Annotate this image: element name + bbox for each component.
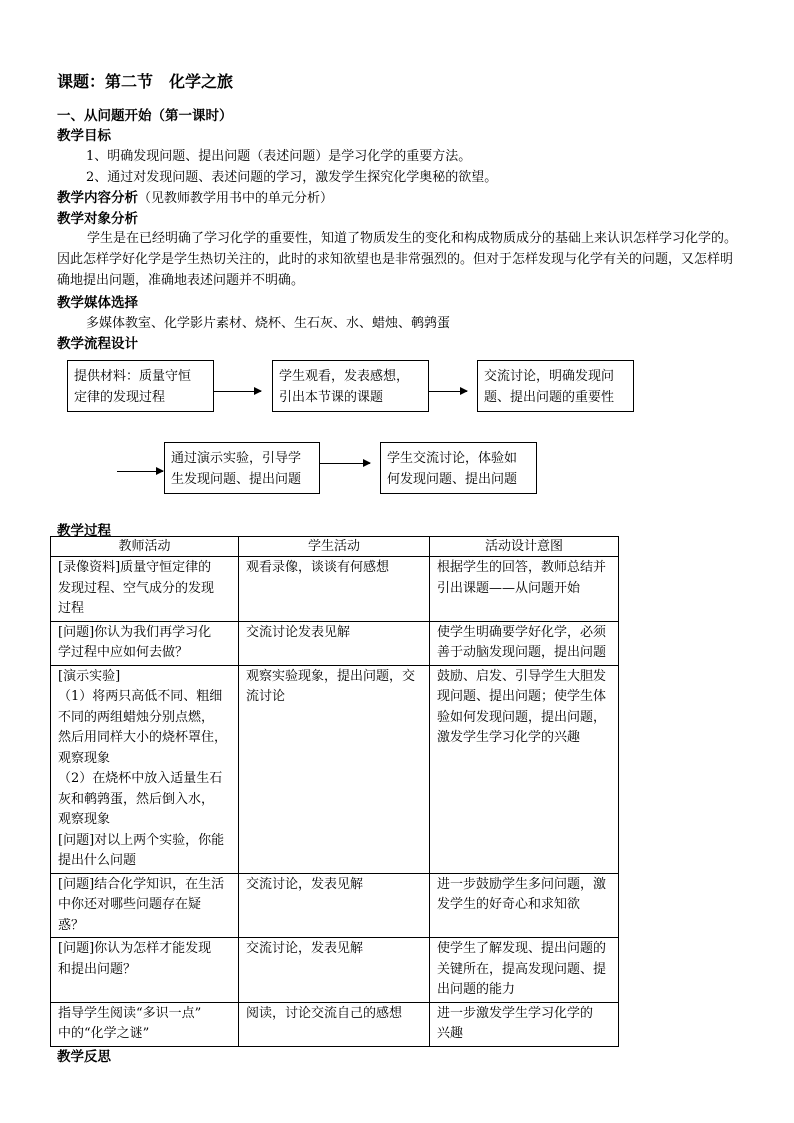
cell-line: 进一步鼓励学生多问问题，激 (437, 876, 607, 892)
section-heading: 一、从问题开始（第一课时） (57, 108, 233, 124)
teacher-activity-cell (51, 938, 239, 1003)
flow-box-2 (272, 360, 429, 412)
cell-line: 阅读，讨论交流自己的感想 (246, 1005, 403, 1021)
goal-item-2: 2、通过对发现问题、表述问题的学习，激发学生探究化学奥秘的欲望。 (86, 170, 498, 185)
column-header: 活动设计意图 (430, 537, 619, 557)
flow-box-4-line: 通过演示实验，引导学 (171, 451, 302, 466)
content-analysis (57, 186, 333, 206)
cell-line: （2）在烧杯中放入适量生石 (58, 771, 223, 786)
cell-line: 中你还对哪些问题存在疑 (58, 897, 202, 912)
cell-line: 鼓励、启发、引导学生大胆发 (437, 668, 607, 684)
design-intent-cell (430, 665, 619, 873)
cell-line: 惑？ (58, 917, 85, 933)
teacher-activity-cell (51, 557, 239, 622)
table-header-row (51, 537, 619, 557)
flow-arrow (117, 471, 163, 472)
student-activity-cell (239, 557, 430, 622)
cell-line: 过程 (58, 601, 85, 616)
table-row (51, 873, 619, 938)
flow-box-1-line: 提供材料：质量守恒 (74, 369, 192, 384)
flow-box-3-line: 题、提出问题的重要性 (484, 390, 615, 405)
flow-box-3 (477, 360, 634, 412)
cell-line: [问题]你认为怎样才能发现 (58, 941, 212, 956)
cell-line: 现问题、提出问题；使学生体 (437, 689, 607, 704)
flow-box-3-line: 交流讨论，明确发现问 (484, 369, 615, 384)
cell-line: 验如何发现问题，提出问题， (437, 709, 607, 725)
cell-line: 观察实验现象，提出问题，交 (246, 668, 416, 684)
flow-arrow (429, 391, 467, 392)
design-intent-cell (430, 873, 619, 938)
table-row (51, 1002, 619, 1046)
cell-line: 流讨论 (246, 689, 286, 704)
flow-box-5 (380, 442, 537, 494)
object-analysis-heading: 教学对象分析 (57, 211, 138, 227)
student-activity-cell (239, 1002, 430, 1046)
cell-line: 观察现象 (58, 812, 111, 827)
cell-line: [录像资料]质量守恒定律的 (58, 560, 212, 575)
cell-line: 交流讨论，发表见解 (246, 876, 364, 892)
flow-box-5-line: 何发现问题、提出问题 (387, 472, 518, 487)
flow-box-4 (164, 442, 320, 494)
page-title: 课题：第二节 化学之旅 (57, 72, 234, 91)
flow-arrow (214, 391, 261, 392)
table-row (51, 665, 619, 873)
cell-line: 交流讨论发表见解 (246, 624, 351, 640)
cell-line: [演示实验] (58, 668, 121, 684)
cell-line: 关键所在，提高发现问题、提 (437, 961, 607, 977)
teacher-activity-cell (51, 621, 239, 665)
student-activity-cell (239, 665, 430, 873)
cell-line: 提出什么问题 (58, 853, 137, 868)
teacher-activity-cell (51, 665, 239, 873)
cell-line: 然后用同样大小的烧杯罩住， (58, 730, 228, 745)
table-row (51, 557, 619, 622)
cell-line: 观察现象 (58, 750, 111, 766)
media-text: 多媒体教室、化学影片素材、烧杯、生石灰、水、蜡烛、鹌鹑蛋 (86, 316, 451, 331)
cell-line: 使学生了解发现、提出问题的 (437, 941, 607, 956)
cell-line: 灰和鹌鹑蛋，然后倒入水， (58, 791, 215, 807)
flow-box-1 (67, 360, 214, 412)
cell-line: 使学生明确要学好化学，必须 (437, 624, 607, 640)
design-intent-cell (430, 1002, 619, 1046)
student-activity-cell (239, 621, 430, 665)
cell-line: 交流讨论，发表见解 (246, 941, 364, 956)
flow-box-5-line: 学生交流讨论，体验如 (387, 451, 518, 466)
cell-line: 出问题的能力 (437, 982, 516, 997)
flow-box-4-line: 生发现问题、提出问题 (171, 472, 302, 487)
table-row (51, 938, 619, 1003)
student-activity-cell (239, 938, 430, 1003)
cell-line: 兴趣 (437, 1026, 464, 1041)
flow-box-2-line: 引出本节课的课题 (279, 390, 384, 405)
cell-line: [问题]结合化学知识，在生活 (58, 876, 225, 892)
cell-line: 发学生的好奇心和求知欲 (437, 897, 581, 912)
cell-line: 激发学生学习化学的兴趣 (437, 730, 581, 745)
cell-line: 善于动脑发现问题，提出问题 (437, 645, 607, 660)
column-header: 教师活动 (51, 537, 239, 557)
process-table (50, 536, 619, 1047)
cell-line: 进一步激发学生学习化学的 (437, 1005, 594, 1021)
goals-heading: 教学目标 (57, 128, 111, 144)
student-activity-cell (239, 873, 430, 938)
design-intent-cell (430, 557, 619, 622)
cell-line: 发现过程、空气成分的发现 (58, 580, 215, 596)
cell-line: 和提出问题？ (58, 961, 137, 977)
cell-line: 不同的两组蜡烛分别点燃， (58, 709, 215, 725)
reflection-heading: 教学反思 (57, 1049, 111, 1065)
teacher-activity-cell (51, 1002, 239, 1046)
cell-line: [问题]对以上两个实验，你能 (58, 832, 225, 848)
media-heading: 教学媒体选择 (57, 295, 138, 311)
object-analysis-text: 学生是在已经明确了学习化学的重要性，知道了物质发生的变化和构成物质成分的基础上来认识怎样学习化学的。因此怎样学好化学是学生热切关注的，此时的求知欲望也是非常强烈的。但对于怎样发现与化学有关的问题，又怎样明确地提出问题，准确地表述问题并不明确。 (57, 231, 738, 288)
process-heading: 教学过程 (57, 523, 111, 539)
flow-box-2-line: 学生观看，发表感想， (279, 369, 410, 384)
goal-item-1: 1、明确发现问题、提出问题（表述问题）是学习化学的重要方法。 (86, 149, 472, 164)
cell-line: 根据学生的回答，教师总结并 (437, 560, 607, 575)
content-analysis-note: （见教师教学用书中的单元分析） (138, 191, 334, 206)
cell-line: [问题]你认为我们再学习化 (58, 624, 212, 640)
cell-line: （1）将两只高低不同、粗细 (58, 689, 223, 704)
flow-heading: 教学流程设计 (57, 336, 138, 352)
design-intent-cell (430, 938, 619, 1003)
cell-line: 指导学生阅读“多识一点” (58, 1005, 202, 1021)
flow-box-1-line: 定律的发现过程 (74, 390, 166, 405)
design-intent-cell (430, 621, 619, 665)
flow-arrow (320, 463, 370, 464)
cell-line: 观看录像，谈谈有何感想 (246, 560, 390, 575)
cell-line: 中的“化学之谜” (58, 1026, 150, 1041)
teacher-activity-cell (51, 873, 239, 938)
column-header: 学生活动 (239, 537, 430, 557)
cell-line: 学过程中应如何去做？ (58, 645, 189, 660)
cell-line: 引出课题——从问题开始 (437, 580, 581, 596)
content-analysis-heading: 教学内容分析 (57, 190, 138, 206)
table-row (51, 621, 619, 665)
